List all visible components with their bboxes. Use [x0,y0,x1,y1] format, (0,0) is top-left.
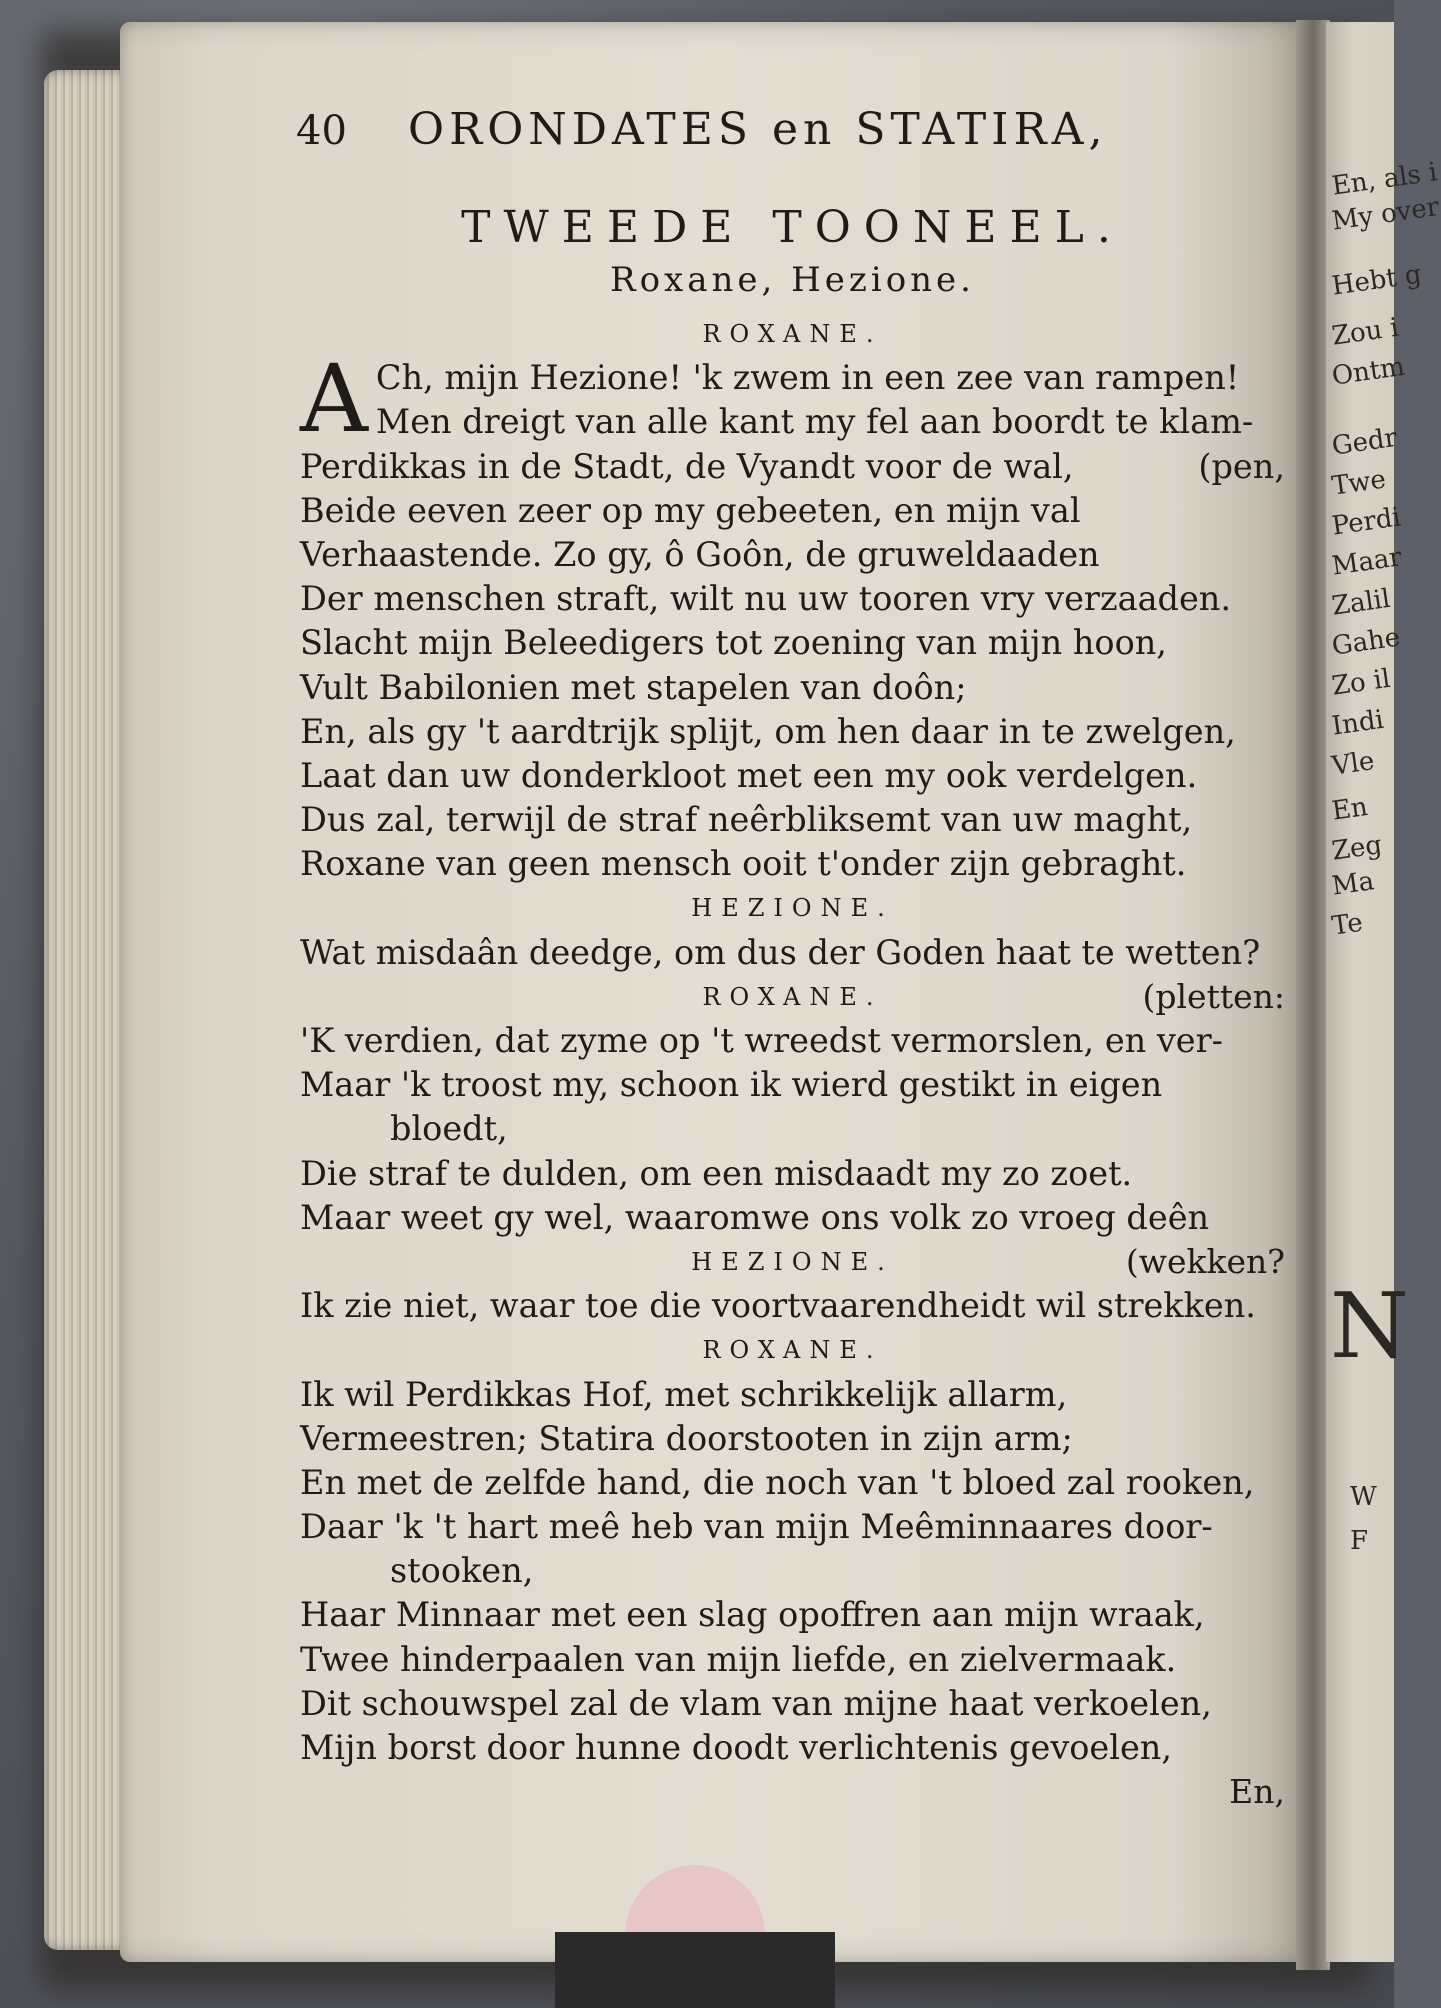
facing-page-fragment: Ma [1330,866,1376,902]
line-overflow-fragment: (pen, [1198,446,1285,486]
verse-line [300,577,1285,621]
speaker-label [300,312,1285,356]
facing-page-letter: F [1350,1526,1369,1556]
speeches [300,312,1285,1770]
line-overflow-fragment: (wekken? [1125,1241,1285,1281]
verse-text: Maar 'k troost my, schoon ik wierd gestikt in eigen [300,1065,1163,1105]
facing-page-fragment: Gahe [1330,622,1402,662]
facing-page-fragment: Zalil [1330,583,1393,622]
verse-line [300,1284,1285,1328]
verse-line [300,666,1285,710]
verse-text: Men dreigt van alle kant my fel aan boordt te klam- [375,402,1254,442]
facing-page-fragment: Maar [1330,542,1404,582]
speaker-name: ROXANE. [702,1336,883,1365]
verse-line [300,1682,1285,1726]
verse-line [300,1549,1285,1593]
verse-text: En, als gy 't aardtrijk splijt, om hen daar in te zwelgen, [300,711,1236,751]
verse-line [300,1196,1285,1240]
running-head: ORONDATES en STATIRA, [408,104,1108,155]
verse-line [300,1417,1285,1461]
facing-page-letter: W [1350,1482,1377,1512]
verse-line [300,1373,1285,1417]
verse-line [300,842,1285,886]
facing-page-fragment: Zo il [1330,663,1393,702]
speaker-name: HEZIONE. [691,1247,894,1276]
facing-page-fragment: En, als i [1330,157,1440,202]
speaker-name: ROXANE. [702,320,883,348]
verse-line [300,400,1285,444]
facing-page-fragment: Vle [1330,746,1377,782]
verse-line [300,754,1285,798]
verse-text: Vult Babilonien met stapelen van doôn; [300,667,967,707]
verse-text: Ik wil Perdikkas Hof, met schrikkelijk allarm, [300,1374,1068,1414]
verse-line [300,1152,1285,1196]
speaker-name: HEZIONE. [691,894,894,923]
verse-text: Ik zie niet, waar toe die voortvaarendheidt wil strekken. [300,1286,1256,1326]
verse-line [300,1638,1285,1682]
verse-text: Perdikkas in de Stadt, de Vyandt voor de wal, [300,446,1074,486]
line-overflow-fragment: (pletten: [1142,976,1285,1016]
verse-text: Haar Minnaar met een slag opoffren aan mijn wraak, [300,1595,1205,1635]
speaker-label [300,886,1285,930]
facing-page-fragment: Te [1330,907,1365,942]
dark-tab-bar [555,1932,835,2008]
drop-capital: A [300,345,368,455]
verse-line [300,1107,1285,1151]
dropcap-block [300,345,1285,455]
verse-text: Verhaastende. Zo gy, ô Goôn, de gruweldaaden [300,534,1100,574]
verse-line [300,445,1285,489]
scene-title: TWEEDE TOONEEL. [461,202,1124,253]
facing-page-fragment: Indi [1330,704,1386,742]
verse-text: Twee hinderpaalen van mijn liefde, en zielvermaak. [300,1639,1177,1679]
facing-page-fragment: My over [1330,192,1441,237]
scene-persons: Roxane, Hezione. [609,260,975,300]
verse-text: Der menschen straft, wilt nu uw tooren vry verzaaden. [300,579,1232,619]
facing-page [1326,22,1441,1962]
verse-line [300,1461,1285,1505]
page-text [296,100,1285,1814]
verse-text: Wat misdaân deedge, om dus der Goden haat te wetten? [300,932,1261,972]
verse-line [300,489,1285,533]
verse-text: Die straf te dulden, om een misdaadt my zo zoet. [300,1153,1133,1193]
facing-page-fragment: Gedr [1330,422,1399,462]
verse-text: Maar weet gy wel, waaromwe ons volk zo vroeg deên [300,1197,1210,1237]
verse-text: Roxane van geen mensch ooit t'onder zijn gebraght. [300,844,1187,884]
verse-text: Daar 'k 't hart meê heb van mijn Meêminnaares door- [300,1507,1213,1547]
verse-text: Slacht mijn Beleedigers tot zoening van mijn hoon, [300,623,1167,663]
verse-line [300,533,1285,577]
speaker-name: ROXANE. [702,982,883,1011]
facing-page-fragment: Ontm [1330,351,1407,392]
verse-text: Dus zal, terwijl de straf neêrbliksemt van uw maght, [300,800,1193,840]
facing-page-fragment: Zou i [1330,312,1401,352]
verse-text: Vermeestren; Statira doorstooten in zijn arm; [300,1418,1073,1458]
verse-text: 'K verdien, dat zyme op 't wreedst vermorslen, en ver- [300,1021,1223,1061]
facing-page-fragment: En [1330,792,1370,827]
facing-page-fragment: Perdi [1330,502,1403,542]
catchword: En, [1229,1772,1285,1812]
verse-text: Dit schouwspel zal de vlam van mijne haat verkoelen, [300,1683,1212,1723]
facing-page-fragment: Zeg [1330,830,1384,867]
verse-line [300,798,1285,842]
verse-line [300,1505,1285,1549]
page-number: 40 [296,108,347,154]
speaker-label [300,1328,1285,1372]
verse-line [300,1726,1285,1770]
verse-text: En met de zelfde hand, die noch van 't bloed zal rooken, [300,1462,1255,1502]
verse-text: bloedt, [390,1109,508,1149]
verse-text: Mijn borst door hunne doodt verlichtenis gevoelen, [300,1728,1173,1768]
verse-text: Beide eeven zeer op my gebeeten, en mijn val [300,490,1081,530]
verse-line [300,710,1285,754]
verse-line [300,1063,1285,1107]
facing-page-large-letter: N [1330,1274,1409,1379]
verse-text: stooken, [390,1551,534,1591]
verse-line [300,621,1285,665]
verse-text: Laat dan uw donderkloot met een my ook verdelgen. [300,755,1198,795]
book-gutter [1296,20,1330,1970]
verse-line [300,1019,1285,1063]
verse-line [300,1593,1285,1637]
speaker-label [300,1240,1285,1284]
page-header [296,100,1285,180]
verse-line [300,931,1285,975]
speaker-label [300,975,1285,1019]
facing-page-fragment: Twe [1330,464,1388,502]
facing-page-fragment: Hebt g [1330,259,1424,302]
verse-line: Ch, mijn Hezione! 'k zwem in een zee van rampen! [375,358,1240,398]
